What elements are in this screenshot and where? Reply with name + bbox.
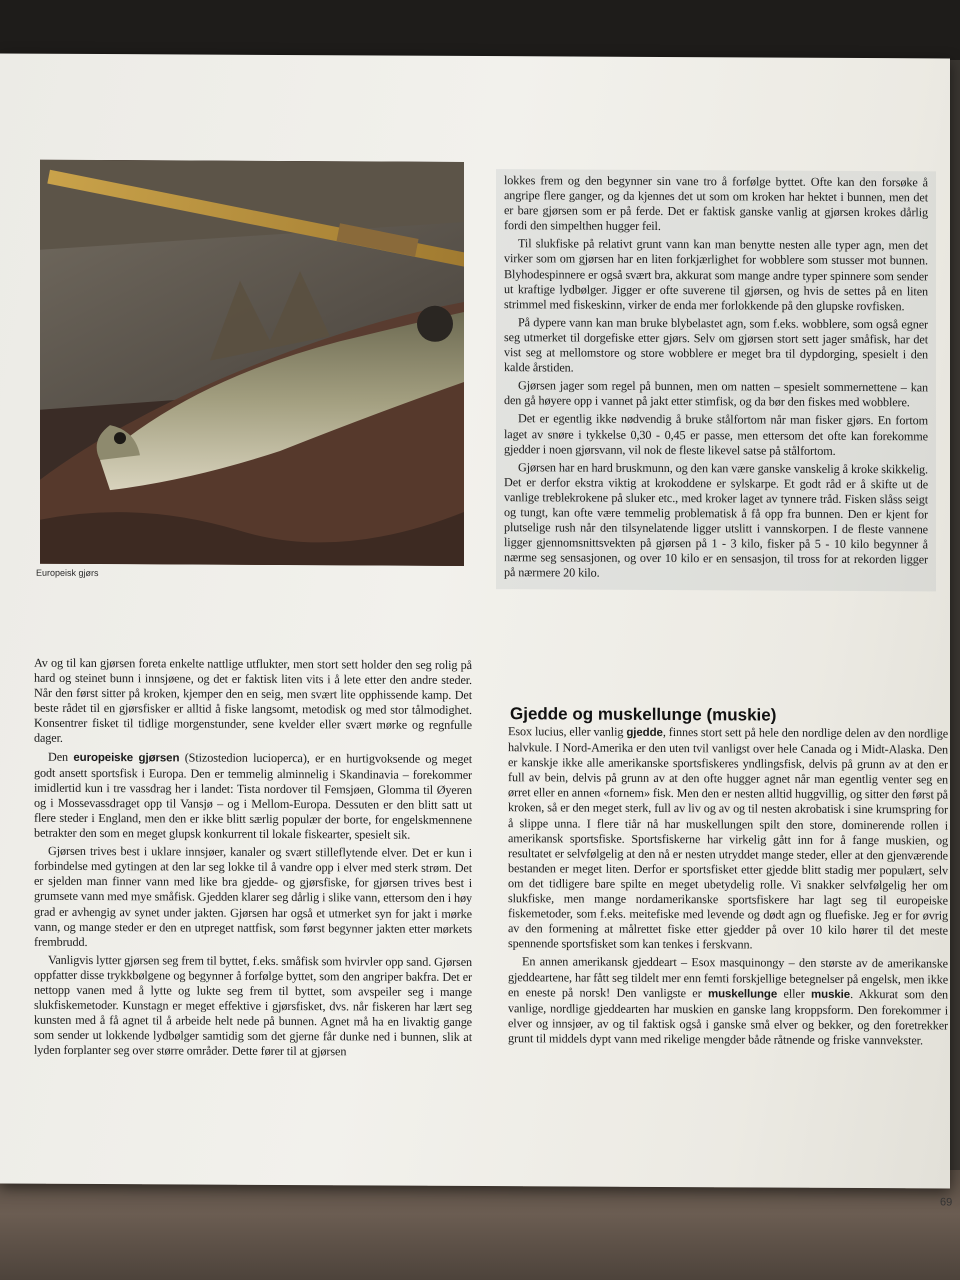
paragraph: Esox lucius, eller vanlig gjedde, finnes stort sett på hele den nordlige delen av den nordlige halvkule. I Nord-Amerika er den uten tvil vanligst over hele Canada og i Midt-Alaska. Den er kanskje ikke alle amerikanske sportsfiskeres yndlingsfisk, delvis på grunn av at den er full av bein, delvis på grunn av at den ofte hugger agnet når man egentlig venter seg en ørret eller en annen «fornem» fisk. Men den er nesten alltid huggvillig, og sitter den først på kroken, så er den meget sterk, full av liv og av og til nesten akrobatisk i sine krumspring for å slippe unna. I flere tiår nå har muskellungen spilt den store, dominerende rollen i amerikansk sportsfiske. Sportsfiskerne har virkelig gått inn for å fange muskien, og resultatet er selvfølgelig at den nå er nesten utryddet mange steder, eller at den gjenværende bestanden er meget liten. Derfor er sportsfisket etter gjedde blitt stadig mer populært, selv om det tidligere bare spilte en meget ubetydelig rolle. Vi snakker selvfølgelig her om slukfiske, men mange nordamerikanske sportsfiskere har lagt seg til europeiske fiskemetoder, som f.eks. meitefiske med levende og dødt agn og fluefiske. Jeg er for øvrig av den formening at målrettet fiske etter gjedder på over 10 kilo hører til det meste spennende sportsfisket som kan tenkes i ferskvann. <box>508 724 948 952</box>
paragraph: Av og til kan gjørsen foreta enkelte nattlige utflukter, men stort sett holder den seg rolig på hard og steinet bunn i innsjøene, og det er faktisk liten vits i å lete etter den andre steder. Når den først sitter på kroken, kjemper den en seig, men svært lite opphissende kamp. Det beste rådet til en gjørsfisker er alltid å fiske langsomt, metodisk og med stor tålmodighet. Konsentrer fisket til tidlige morgenstunder, sene kvelder eller svært mørke og regnfulle dager. <box>34 655 472 746</box>
right-column-top <box>496 169 936 592</box>
paragraph: lokkes frem og den begynner sin vane tro å forfølge byttet. Ofte kan den forsøke å angripe flere ganger, og da kjennes det ut som om kroken har hektet i bunnen, men det er bare gjørsen som er på ferde. Det er faktisk ganske vanlig at gjørsen krokes dårlig fordi den simpelthen hugger feil. <box>504 173 928 234</box>
bold-term: europeiske gjørsen <box>73 751 180 765</box>
left-column <box>34 656 472 1064</box>
paragraph: Gjørsen har en hard bruskmunn, og den kan være ganske vanskelig å kroke skikkelig. Det er derfor ekstra viktig at krokoddene er sylskarpe. Et godt råd er å skifte ut de vanlige treblekrokene på sluker etc., med kroker laget av tynnere tråd. Fisken slåss seigt og tungt, kan ofte være temmelig problematisk å få opp fra bunnen. Den er kjent for plutselige rush når den tilsynelatende ligger utslitt i vannskorpen. I de fleste vannene ligger gjennomsnittsvekten på gjørsen på 1 - 3 kilo, fisker på 5 - 10 kilo begynner å nærme seg sensasjonen, og over 10 kilo er en sensasjon, til tross for at rekorden ligger på nærmere 20 kilo. <box>504 459 928 580</box>
fish-photo <box>40 160 464 566</box>
paragraph: Den europeiske gjørsen (Stizostedion lucioperca), er en hurtigvoksende og meget godt ansett sportsfisk i Europa. Den er temmelig alminnelig i Skandinavia – forekommer imidlertid kun i tre vassdrag her i landet: Tista nordover til Femsjøen, Glomma til Øyeren og i Mossevassdraget opp til Vansjø – og i Mellom-Europa. Dessuten er den blitt satt ut flere steder i England, men den er ikke blitt særlig populær der borte, for engelskmennene betrakter den som en meget glupsk konkurrent til lokale fiskearter, spesielt sik. <box>34 749 472 842</box>
paragraph: Det er egentlig ikke nødvendig å bruke stålfortom når man fisker gjørs. En fortom laget av snøre i tykkelse 0,30 - 0,45 er passe, men ettersom det ofte kan forekomme gjedder i noen gjørsvann, vil nok de fleste likevel satse på stålfortom. <box>504 411 928 458</box>
paragraph: Til slukfiske på relativt grunt vann kan man benytte nesten alle typer agn, men det virker som om gjørsen har en liten forkjærlighet for wobblere som stusser mot bunnen. Blyhodespinnere er også svært bra, akkurat som mange andre typer spinnere som sender ut kraftige lydbølger. Jigger er ofte suverene til gjørsen, og hvis de settes på en liten strimmel med fiskeskinn, virker de enda mer forlokkende på den glupske rovfisken. <box>504 236 928 313</box>
page-number: 69 <box>940 1196 953 1209</box>
book-page <box>0 54 953 1209</box>
bold-term: muskie <box>811 988 851 1001</box>
paragraph: Gjørsen trives best i uklare innsjøer, kanaler og svært stilleflytende elver. Det er kun i forbindelse med gytingen at den lar seg lokke til å vandre opp i elver med sterk strøm. Det er sjelden man finner vann med like bra gjedde- og gjørsfiske, for gjørsen trives best i grumsete vann med mye småfisk. Gjedden klarer seg dårlig i slike vann, ettersom den i høy grad er avhengig av synet under jakten. Gjørsen har også et utmerket syn for jakt i mørke vann, og mange steder er den en utpreget nattfisk, som først begynner jakten etter mørkets frembrudd. <box>34 843 472 949</box>
paragraph: På dypere vann kan man bruke blybelastet agn, som f.eks. wobblere, som også egner seg utmerket til dorgefiske etter gjørs. Selv om gjørsen stort sett jager småfisk, har det vist seg at mellomstore og store wobblere er meget bra til dypdorging, spesielt i den kalde årstiden. <box>504 315 928 375</box>
bold-term: muskellunge <box>707 987 778 1001</box>
section-heading: Gjedde og muskellunge (muskie) <box>510 704 777 725</box>
paragraph: Vanligvis lytter gjørsen seg frem til byttet, f.eks. småfisk som hvirvler opp sand. Gjørsen oppfatter disse trykkbølgene og begynner å forfølge byttet, som den angriper bakfra. Det er nettopp vanen med å lytte og lukte seg frem til byttet, som avspeiler seg i mange slukfiskemetoder. Kunstagn er meget effektive i gjørsfisket, dvs. når fiskeren har lært seg kunsten med å få agnet til å arbeide helt nede på bunnen. Agnet må ha en livaktig gange som sender ut lokkende lydbølger samtidig som det gjerne får dunke ned i bunnen, slik at lyden forplanter seg over større områder. Dette fører til at gjørsen <box>34 952 472 1059</box>
bold-term: gjedde <box>626 726 663 739</box>
photo-caption: Europeisk gjørs <box>36 567 99 579</box>
paragraph: Gjørsen jager som regel på bunnen, men om natten – spesielt sommernettene – kan den gå høyere opp i vannet på jakt etter stimfisk, og da bør den fiskes med wobblere. <box>504 378 928 410</box>
paragraph: En annen amerikansk gjeddeart – Esox masquinongy – den største av de amerikanske gjeddeartene, har fått seg tildelt mer enn femti forskjellige betegnelser på engelsk, men ikke en eneste på norsk! Den vanligste er muskellunge eller muskie. Akkurat som den vanlige, nordlige gjeddearten har muskien en ganske lang kroppsform. Den forekommer i elver og innsjøer, av og til faktisk også i ganske små elver og bekker, og den foretrekker grunt til middels dypt vann med rikelige mengder både råtnende og friske vannvekster. <box>508 954 948 1048</box>
background-top <box>0 0 960 60</box>
right-column-bottom <box>508 724 948 1051</box>
zander-illustration <box>40 160 464 566</box>
